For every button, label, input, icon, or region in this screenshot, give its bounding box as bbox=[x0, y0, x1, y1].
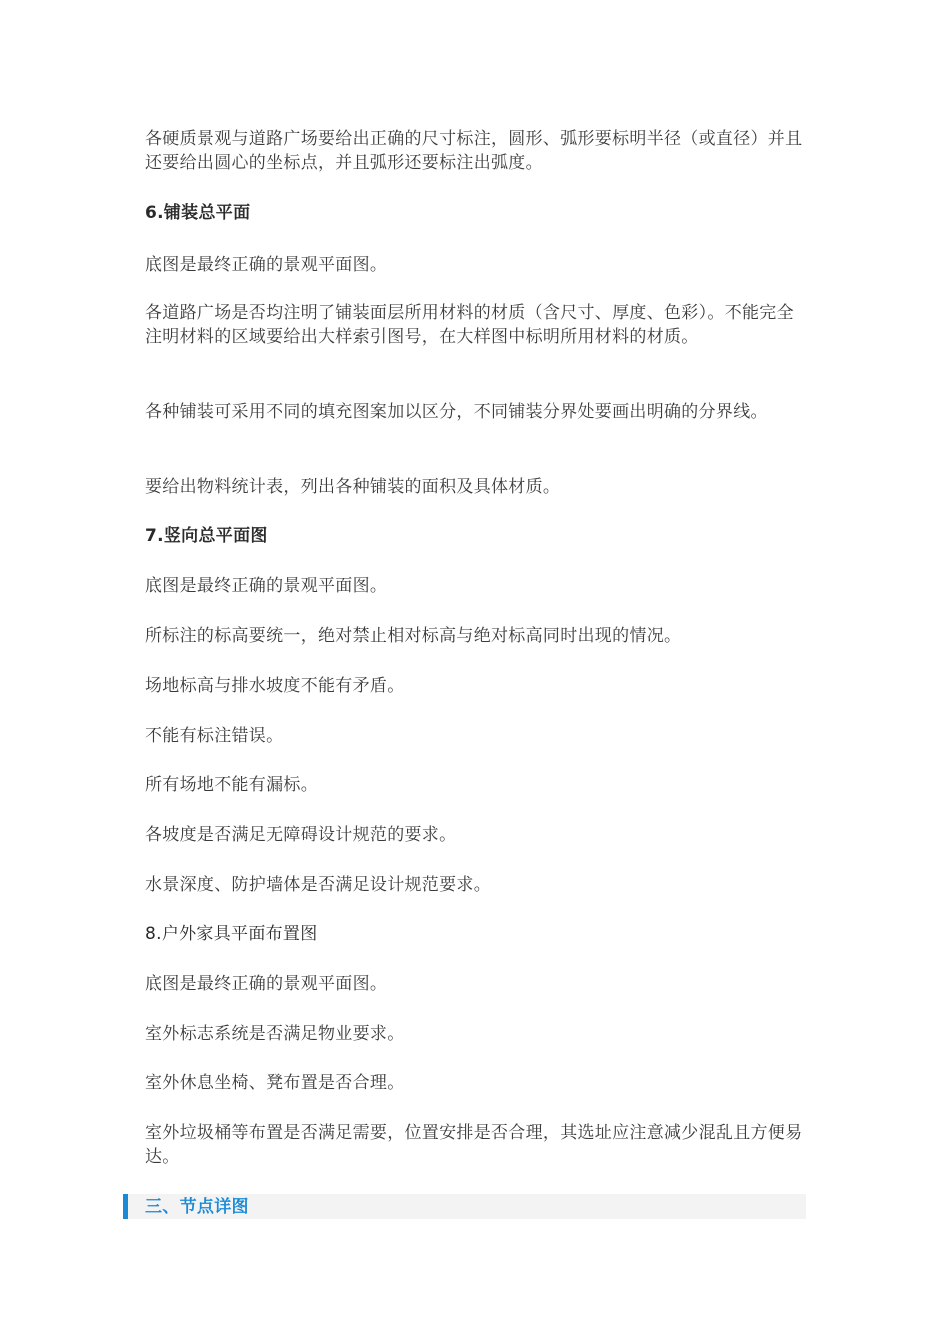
section-accent-bar bbox=[123, 1194, 128, 1219]
paragraph-elevation-unified: 所标注的标高要统一，绝对禁止相对标高与绝对标高同时出现的情况。 bbox=[145, 626, 682, 646]
paragraph-fill-patterns: 各种铺装可采用不同的填充图案加以区分，不同铺装分界处要画出明确的分界线。 bbox=[145, 402, 768, 422]
paragraph-paving-materials: 各道路广场是否均注明了铺装面层所用材料的材质（含尺寸、厚度、色彩）。不能完全注明材料的区域要给出大样索引图号，在大样图中标明所用材料的材质。 bbox=[145, 303, 794, 347]
paragraph-dimension-rules: 各硬质景观与道路广场要给出正确的尺寸标注，圆形、弧形要标明半径（或直径）并且还要给出圆心的坐标点，并且弧形还要标注出弧度。 bbox=[145, 129, 803, 173]
paragraph-trash-bins: 室外垃圾桶等布置是否满足需要，位置安排是否合理，其选址应注意减少混乱且方便易达。 bbox=[145, 1123, 803, 1167]
heading-paving-plan: 6.铺装总平面 bbox=[145, 203, 251, 223]
heading-vertical-plan: 7.竖向总平面图 bbox=[145, 526, 268, 546]
section-header-node-details bbox=[123, 1194, 806, 1219]
paragraph-base-map-3: 底图是最终正确的景观平面图。 bbox=[145, 974, 388, 994]
heading-outdoor-furniture: 8.户外家具平面布置图 bbox=[145, 924, 318, 944]
paragraph-no-errors: 不能有标注错误。 bbox=[145, 726, 284, 746]
paragraph-signage: 室外标志系统是否满足物业要求。 bbox=[145, 1024, 405, 1044]
paragraph-drainage-slope: 场地标高与排水坡度不能有矛盾。 bbox=[145, 676, 405, 696]
paragraph-base-map-2: 底图是最终正确的景观平面图。 bbox=[145, 576, 388, 596]
paragraph-no-missing: 所有场地不能有漏标。 bbox=[145, 775, 318, 795]
section-title: 三、节点详图 bbox=[145, 1197, 249, 1217]
paragraph-base-map-1: 底图是最终正确的景观平面图。 bbox=[145, 255, 388, 275]
paragraph-water-depth: 水景深度、防护墙体是否满足设计规范要求。 bbox=[145, 875, 491, 895]
paragraph-accessibility: 各坡度是否满足无障碍设计规范的要求。 bbox=[145, 825, 457, 845]
paragraph-material-table: 要给出物料统计表，列出各种铺装的面积及具体材质。 bbox=[145, 477, 561, 497]
paragraph-seating: 室外休息坐椅、凳布置是否合理。 bbox=[145, 1073, 405, 1093]
